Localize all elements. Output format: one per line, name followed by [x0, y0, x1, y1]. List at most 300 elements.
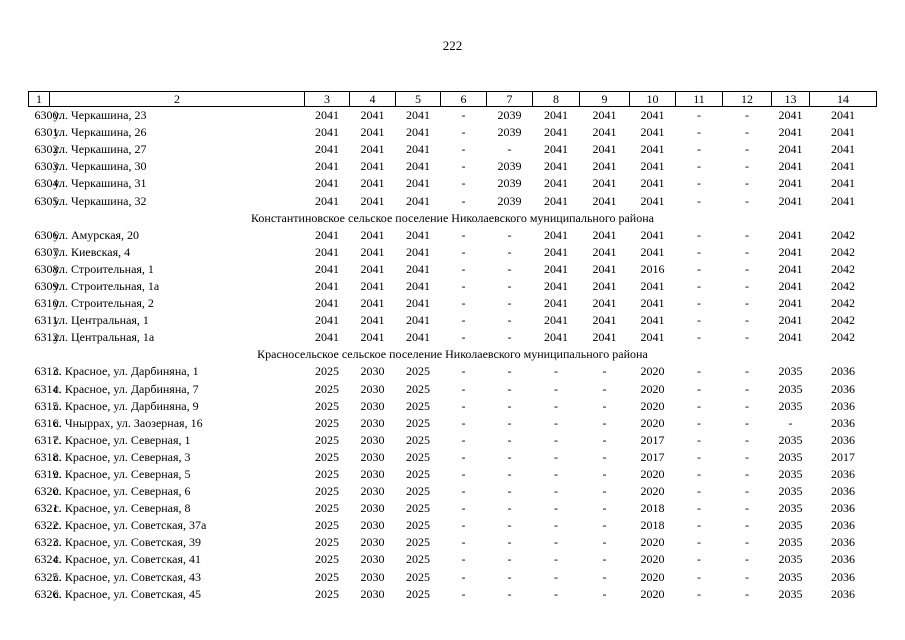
year-cell: - [697, 535, 701, 550]
year-cell: 2018 [640, 501, 665, 516]
year-cell: - [602, 518, 607, 533]
year-cell: 2020 [640, 398, 665, 413]
year-cell: - [461, 501, 466, 516]
year-cell: 2041 [544, 142, 568, 157]
year-cell: - [745, 535, 749, 550]
table-row [29, 141, 877, 158]
year-cell: 2039 [497, 125, 522, 140]
header-cell: 9 [580, 92, 630, 107]
year-cell: 2041 [592, 244, 617, 259]
year-cell: 2041 [778, 330, 803, 345]
year-cell: - [745, 313, 749, 328]
year-cell: - [745, 142, 749, 157]
year-cell: - [697, 227, 701, 242]
year-cell: 2025 [406, 501, 430, 516]
year-cell: - [745, 125, 749, 140]
year-cell: - [745, 176, 749, 191]
year-cell: 2041 [831, 108, 855, 123]
year-cell: - [697, 552, 701, 567]
header-cell: 7 [487, 92, 533, 107]
year-cell: 2025 [315, 518, 339, 533]
year-cell: - [554, 552, 558, 567]
year-cell: - [602, 449, 607, 464]
address-cell: с. Красное, ул. Советская, 43 [53, 569, 201, 584]
year-cell: 2041 [640, 176, 665, 191]
year-cell: 2030 [360, 552, 385, 567]
year-cell: - [745, 415, 749, 430]
row-number: 6325. [34, 569, 62, 584]
row-number: 6308. [34, 261, 62, 276]
year-cell: - [697, 278, 701, 293]
year-cell: 2025 [406, 484, 430, 499]
row-number: 6319. [34, 467, 62, 482]
row-number: 6312. [34, 330, 62, 345]
row-number: 6314. [34, 381, 62, 396]
year-cell: - [697, 296, 701, 311]
year-cell: 2036 [831, 398, 855, 413]
year-cell: 2041 [315, 108, 339, 123]
year-cell: - [602, 586, 607, 601]
year-cell: 2041 [544, 244, 568, 259]
address-cell: с. Красное, ул. Северная, 1 [53, 432, 191, 447]
year-cell: - [554, 432, 558, 447]
address-cell: с. Чныррах, ул. Заозерная, 16 [53, 415, 203, 430]
year-cell: 2030 [360, 467, 385, 482]
year-cell: - [697, 569, 701, 584]
address-cell: с. Красное, ул. Советская, 45 [53, 586, 201, 601]
year-cell: 2041 [640, 278, 665, 293]
row-number: 6300. [34, 108, 62, 123]
year-cell: 2030 [360, 449, 385, 464]
year-cell: - [461, 467, 466, 482]
table-row [29, 483, 877, 500]
year-cell: 2041 [640, 330, 665, 345]
year-cell: - [697, 108, 701, 123]
year-cell: 2025 [315, 552, 339, 567]
year-cell: 2041 [315, 296, 339, 311]
row-number: 6316. [34, 415, 62, 430]
year-cell: 2041 [778, 159, 803, 174]
year-cell: 2025 [406, 432, 430, 447]
year-cell: - [507, 484, 512, 499]
year-cell: 2041 [592, 142, 617, 157]
year-cell: 2041 [592, 330, 617, 345]
year-cell: 2030 [360, 381, 385, 396]
table-body [29, 92, 877, 603]
table-row [29, 432, 877, 449]
table-row [29, 295, 877, 312]
year-cell: - [697, 313, 701, 328]
row-number: 6313. [34, 364, 62, 379]
year-cell: 2039 [497, 176, 522, 191]
address-cell: с. Красное, ул. Северная, 8 [53, 501, 191, 516]
year-cell: - [697, 364, 701, 379]
year-cell: 2041 [544, 193, 568, 208]
year-cell: 2041 [360, 125, 385, 140]
year-cell: 2017 [640, 432, 665, 447]
year-cell: 2041 [831, 159, 855, 174]
year-cell: - [554, 398, 558, 413]
year-cell: - [745, 261, 749, 276]
year-cell: 2041 [640, 108, 665, 123]
year-cell: 2025 [315, 484, 339, 499]
year-cell: - [507, 313, 512, 328]
year-cell: - [461, 261, 466, 276]
year-cell: - [745, 227, 749, 242]
year-cell: 2041 [778, 296, 803, 311]
table-row [29, 124, 877, 141]
address-cell: с. Красное, ул. Советская, 41 [53, 552, 201, 567]
year-cell: - [697, 484, 701, 499]
year-cell: 2020 [640, 415, 665, 430]
year-cell: 2035 [778, 501, 803, 516]
year-cell: - [602, 432, 607, 447]
year-cell: 2041 [360, 227, 385, 242]
year-cell: - [461, 398, 466, 413]
year-cell: - [745, 518, 749, 533]
year-cell: - [554, 569, 558, 584]
year-cell: 2025 [406, 467, 430, 482]
year-cell: 2041 [640, 227, 665, 242]
year-cell: 2041 [778, 142, 803, 157]
year-cell: 2030 [360, 415, 385, 430]
row-number: 6326. [34, 586, 62, 601]
table-row [29, 551, 877, 568]
year-cell: - [554, 364, 558, 379]
year-cell: - [697, 415, 701, 430]
year-cell: 2041 [360, 159, 385, 174]
year-cell: 2030 [360, 364, 385, 379]
year-cell: 2030 [360, 501, 385, 516]
year-cell: - [745, 159, 749, 174]
year-cell: 2030 [360, 432, 385, 447]
row-number: 6318. [34, 449, 62, 464]
year-cell: 2025 [315, 415, 339, 430]
year-cell: 2041 [592, 278, 617, 293]
year-cell: 2036 [831, 535, 855, 550]
year-cell: 2036 [831, 432, 855, 447]
year-cell: - [461, 484, 466, 499]
year-cell: 2020 [640, 484, 665, 499]
year-cell: 2017 [640, 449, 665, 464]
table-row [29, 500, 877, 517]
year-cell: 2041 [831, 125, 855, 140]
year-cell: 2041 [544, 159, 568, 174]
year-cell: - [745, 330, 749, 345]
year-cell: - [461, 313, 466, 328]
address-cell: ул. Центральная, 1а [53, 330, 155, 345]
year-cell: - [697, 518, 701, 533]
table-row [29, 449, 877, 466]
year-cell: - [461, 159, 466, 174]
year-cell: - [602, 569, 607, 584]
year-cell: - [507, 569, 512, 584]
year-cell: - [697, 142, 701, 157]
year-cell: 2035 [778, 381, 803, 396]
section-heading: Красносельское сельское поселение Николаевского муниципального района [257, 347, 648, 362]
year-cell: 2025 [406, 449, 430, 464]
table-row [29, 244, 877, 261]
year-cell: - [461, 449, 466, 464]
year-cell: 2041 [640, 142, 665, 157]
year-cell: 2041 [592, 261, 617, 276]
year-cell: - [554, 535, 558, 550]
year-cell: 2041 [831, 142, 855, 157]
year-cell: - [745, 501, 749, 516]
year-cell: - [461, 278, 466, 293]
year-cell: 2025 [315, 569, 339, 584]
year-cell: - [697, 125, 701, 140]
year-cell: 2041 [544, 261, 568, 276]
year-cell: 2025 [315, 586, 339, 601]
year-cell: 2041 [778, 227, 803, 242]
year-cell: 2025 [406, 586, 430, 601]
year-cell: - [507, 398, 512, 413]
year-cell: - [461, 142, 466, 157]
year-cell: 2025 [315, 364, 339, 379]
year-cell: - [602, 364, 607, 379]
year-cell: 2041 [315, 193, 339, 208]
year-cell: - [745, 569, 749, 584]
year-cell: 2036 [831, 569, 855, 584]
row-number: 6301. [34, 125, 62, 140]
year-cell: 2025 [315, 535, 339, 550]
year-cell: - [461, 552, 466, 567]
row-number: 6321. [34, 501, 62, 516]
year-cell: 2030 [360, 586, 385, 601]
year-cell: 2041 [315, 227, 339, 242]
row-number: 6304. [34, 176, 62, 191]
year-cell: 2030 [360, 484, 385, 499]
section-heading: Константиновское сельское поселение Николаевского муниципального района [251, 210, 654, 225]
year-cell: 2036 [831, 484, 855, 499]
header-cell: 13 [772, 92, 810, 107]
year-cell: 2041 [360, 193, 385, 208]
year-cell: - [697, 244, 701, 259]
row-number: 6315. [34, 398, 62, 413]
year-cell: - [554, 449, 558, 464]
year-cell: - [554, 467, 558, 482]
table-row [29, 398, 877, 415]
year-cell: 2041 [592, 159, 617, 174]
year-cell: 2041 [640, 313, 665, 328]
address-cell: ул. Строительная, 2 [53, 296, 154, 311]
year-cell: 2041 [592, 313, 617, 328]
year-cell: 2025 [315, 501, 339, 516]
year-cell: 2041 [592, 108, 617, 123]
year-cell: 2041 [640, 159, 665, 174]
year-cell: 2025 [406, 381, 430, 396]
table-row [29, 517, 877, 534]
year-cell: 2020 [640, 535, 665, 550]
year-cell: - [507, 364, 512, 379]
year-cell: 2041 [360, 108, 385, 123]
address-cell: ул. Черкашина, 23 [53, 108, 147, 123]
address-cell: с. Красное, ул. Советская, 37а [53, 518, 207, 533]
year-cell: - [507, 518, 512, 533]
row-number: 6309. [34, 278, 62, 293]
year-cell: 2041 [315, 261, 339, 276]
year-cell: - [745, 586, 749, 601]
year-cell: 2041 [544, 125, 568, 140]
year-cell: 2041 [406, 159, 430, 174]
table-row [29, 175, 877, 192]
row-number: 6323. [34, 535, 62, 550]
year-cell: 2041 [406, 176, 430, 191]
address-cell: ул. Черкашина, 27 [53, 142, 147, 157]
year-cell: 2036 [831, 586, 855, 601]
year-cell: - [461, 586, 466, 601]
year-cell: 2020 [640, 569, 665, 584]
year-cell: 2020 [640, 364, 665, 379]
year-cell: - [745, 449, 749, 464]
year-cell: - [507, 432, 512, 447]
year-cell: - [554, 518, 558, 533]
year-cell: - [461, 330, 466, 345]
address-cell: с. Красное, ул. Северная, 3 [53, 449, 191, 464]
year-cell: - [745, 278, 749, 293]
year-cell: 2035 [778, 518, 803, 533]
table-row [29, 329, 877, 346]
header-cell: 11 [676, 92, 723, 107]
year-cell: - [745, 364, 749, 379]
year-cell: - [745, 484, 749, 499]
year-cell: - [507, 586, 512, 601]
year-cell: - [554, 586, 558, 601]
year-cell: 2018 [640, 518, 665, 533]
year-cell: - [697, 586, 701, 601]
year-cell: - [602, 398, 607, 413]
year-cell: - [745, 244, 749, 259]
header-cell: 1 [29, 92, 50, 107]
year-cell: - [745, 432, 749, 447]
address-cell: ул. Черкашина, 30 [53, 159, 147, 174]
year-cell: 2017 [831, 449, 855, 464]
year-cell: 2041 [406, 244, 430, 259]
address-cell: с. Красное, ул. Дарбиняна, 9 [53, 398, 199, 413]
year-cell: 2035 [778, 467, 803, 482]
year-cell: 2041 [544, 108, 568, 123]
year-cell: 2025 [406, 535, 430, 550]
year-cell: 2041 [640, 296, 665, 311]
year-cell: 2036 [831, 518, 855, 533]
year-cell: - [507, 296, 512, 311]
year-cell: 2041 [778, 125, 803, 140]
year-cell: 2035 [778, 569, 803, 584]
year-cell: 2041 [360, 176, 385, 191]
address-cell: ул. Центральная, 1 [53, 313, 149, 328]
header-cell: 12 [723, 92, 772, 107]
row-number: 6317. [34, 432, 62, 447]
year-cell: - [507, 535, 512, 550]
year-cell: 2041 [544, 296, 568, 311]
section-heading-row [29, 210, 877, 227]
row-number: 6303. [34, 159, 62, 174]
year-cell: 2041 [544, 278, 568, 293]
year-cell: - [602, 501, 607, 516]
year-cell: - [461, 415, 466, 430]
year-cell: 2035 [778, 398, 803, 413]
address-cell: ул. Строительная, 1а [53, 278, 160, 293]
year-cell: - [697, 381, 701, 396]
row-number: 6320. [34, 484, 62, 499]
section-heading-row [29, 346, 877, 363]
table-row [29, 586, 877, 603]
year-cell: - [554, 484, 558, 499]
header-cell: 5 [396, 92, 441, 107]
year-cell: - [507, 467, 512, 482]
year-cell: - [602, 415, 607, 430]
year-cell: - [697, 261, 701, 276]
year-cell: 2042 [831, 244, 855, 259]
address-cell: с. Красное, ул. Северная, 5 [53, 467, 191, 482]
year-cell: 2035 [778, 586, 803, 601]
table-row [29, 363, 877, 380]
year-cell: 2042 [831, 227, 855, 242]
table-row [29, 381, 877, 398]
year-cell: - [507, 449, 512, 464]
year-cell: - [461, 125, 466, 140]
year-cell: - [461, 535, 466, 550]
year-cell: - [507, 244, 512, 259]
year-cell: 2025 [406, 364, 430, 379]
year-cell: - [602, 484, 607, 499]
address-cell: ул. Черкашина, 26 [53, 125, 147, 140]
table-row [29, 227, 877, 244]
year-cell: 2041 [778, 261, 803, 276]
row-number: 6311. [34, 313, 62, 328]
year-cell: - [461, 364, 466, 379]
year-cell: - [602, 467, 607, 482]
year-cell: 2025 [406, 569, 430, 584]
year-cell: 2030 [360, 398, 385, 413]
table-row [29, 312, 877, 329]
year-cell: 2035 [778, 484, 803, 499]
row-number: 6302. [34, 142, 62, 157]
year-cell: 2041 [406, 296, 430, 311]
year-cell: - [697, 449, 701, 464]
year-cell: 2041 [544, 313, 568, 328]
year-cell: 2025 [315, 398, 339, 413]
header-cell: 14 [810, 92, 877, 107]
year-cell: 2036 [831, 381, 855, 396]
table-row [29, 534, 877, 551]
year-cell: 2041 [406, 125, 430, 140]
year-cell: 2041 [406, 193, 430, 208]
address-cell: ул. Киевская, 4 [53, 244, 131, 259]
year-cell: 2025 [406, 518, 430, 533]
year-cell: 2042 [831, 313, 855, 328]
year-cell: 2041 [360, 313, 385, 328]
table-row [29, 192, 877, 209]
table-row [29, 107, 877, 125]
year-cell: 2042 [831, 261, 855, 276]
year-cell: 2036 [831, 552, 855, 567]
year-cell: 2041 [544, 227, 568, 242]
address-cell: с. Красное, ул. Северная, 6 [53, 484, 191, 499]
year-cell: - [697, 176, 701, 191]
year-cell: - [745, 381, 749, 396]
year-cell: 2041 [406, 227, 430, 242]
table-row [29, 158, 877, 175]
year-cell: 2020 [640, 552, 665, 567]
year-cell: 2041 [315, 244, 339, 259]
address-cell: с. Красное, ул. Дарбиняна, 7 [53, 381, 199, 396]
year-cell: 2030 [360, 569, 385, 584]
year-cell: 2035 [778, 552, 803, 567]
year-cell: 2041 [360, 296, 385, 311]
year-cell: 2041 [778, 278, 803, 293]
